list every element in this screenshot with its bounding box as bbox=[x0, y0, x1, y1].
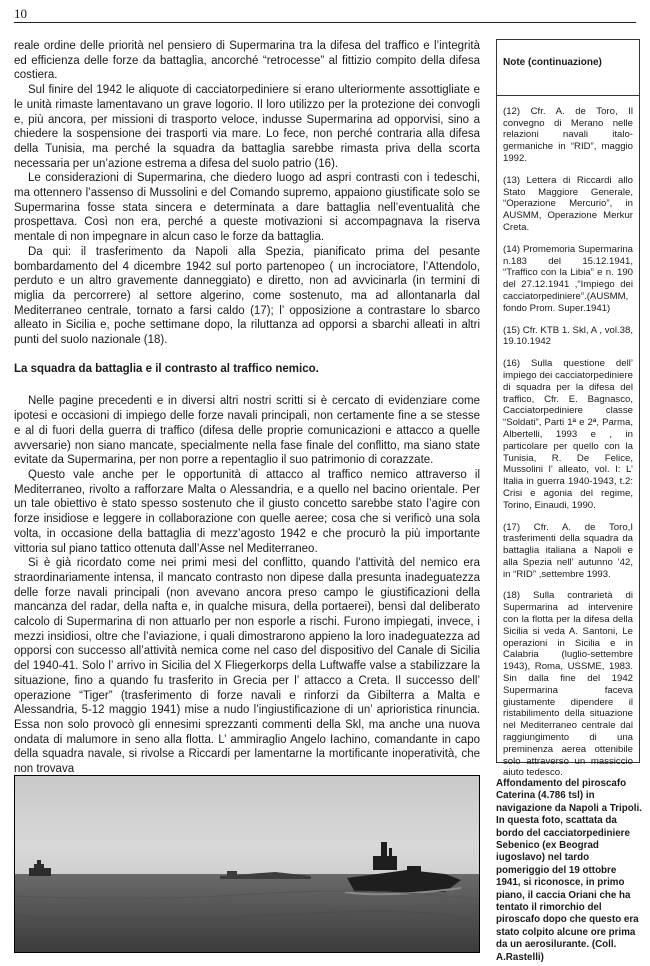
paragraph: Nelle pagine precedenti e in diversi altri nostri scritti si è cercato di evidenziare come ipotesi e occasioni di impiego delle forze navali principali, non certamente fine a se stesse e al di fuori della guerra di traffico (difesa delle proprie comunicazioni e attacco a quelle avversarie) non siano mancate, specialmente nella fase finale del conflitto, ma siano state evitate da Supermarina, per non porre a repentaglio il suo patrimonio di corazzate. bbox=[14, 395, 480, 467]
paragraph: Da qui: il trasferimento da Napoli alla Spezia, pianificato prima del pesante bombardamento del 4 dicembre 1942 sul porto partenopeo ( un incrociatore, l’Attendolo, perduto e un altro gravemente danneggiato) e diretto, non ad avvicinarla (in termini di miglia da percorrere) al settore algerino, come sostenuto, ma ad allontanarla dal Mediterraneo centrale, tornato a farsi caldo (17); l’ opposizione a contrastare lo sbarco alleato in Sicilia e, poche settimane dopo, la riluttanza ad opporsi a sbarchi alleati in altri punti del suolo nazionale (18). bbox=[14, 245, 480, 347]
ship-photograph bbox=[14, 775, 480, 953]
note-15: (15) Cfr. KTB 1. Skl, A , vol.38, 19.10.1942 bbox=[503, 324, 633, 348]
note-18: (18) Sulla contrarietà di Supermarina ad intervenire con la flotta per la difesa della Sicilia si veda A. Santoni, Le operazioni in Sicilia e in Calabria (luglio-settembre 1943), Roma, USSME, 1983. Sin dalla fine del 1942 Supermarina faceva giustamente dipendere il ristabilimento della situazione nel Mediterraneo centrale dal raggiungimento di una preminenza aerea ottenibile solo attraverso un massiccio aiuto tedesco. bbox=[503, 590, 633, 779]
paragraph: Le considerazioni di Supermarina, che diedero luogo ad aspri contrasti con i tedeschi, ma ottennero l’assenso di Mussolini e del Comando supremo, appaiono giustificate solo se Supermarina fosse stata sincera e determinata a dare battaglia nell’eventualità che prospettava. Così non era, perché a queste motivazioni si accompagnava la riserva mentale di non impegnare in alcun caso le forze da battaglia. bbox=[14, 172, 480, 244]
note-14: (14) Promemoria Supermarina n.183 del 15.12.1941, “Traffico con la Libia” e n. 190 del 27.12.1941 ,“Impiego dei cacciatorpediniere”.(AUSMM, fondo Prom. Super.1941) bbox=[503, 243, 633, 314]
section-heading: La squadra da battaglia e il contrasto al traffico nemico. bbox=[14, 362, 319, 375]
notes-divider bbox=[497, 95, 639, 96]
photo-image bbox=[15, 776, 480, 953]
notes-title: Note (continuazione) bbox=[503, 57, 602, 68]
notes-sidebar bbox=[496, 39, 640, 779]
header-rule bbox=[14, 22, 636, 23]
paragraph: reale ordine delle priorità nel pensiero di Supermarina tra la difesa del traffico e l’integrità ed efficienza delle forze da battaglia, ancorché “retrocesse” al fittizio compito della difesa costiera. bbox=[14, 40, 480, 82]
note-13: (13) Lettera di Riccardi allo Stato Maggiore Generale, “Operazione Mercurio”, in AUSMM, Operazione Merkur Creta. bbox=[503, 174, 633, 233]
main-text-column bbox=[14, 39, 480, 777]
photo-caption: Affondamento del piroscafo Caterina (4.786 tsl) in navigazione da Napoli a Tripoli. In questa foto, scattata da bordo del cacciatorpediniere Sebenico (ex Beograd iugoslavo) nel tardo pomeriggio del 19 ottobre 1941, si riconosce, in primo piano, il caccia Oriani che ha tentato il rimorchio del piroscafo dopo che questo era stato colpito alcune ore prima da un aerosilurante. (Coll. A.Rastelli) bbox=[496, 778, 642, 963]
note-17: (17) Cfr. A. de Toro,I trasferimenti della squadra da battaglia italiana a Napoli e alla Spezia nell’ autunno ’42, in “RID” ,settembre 1993. bbox=[503, 521, 633, 580]
paragraph: Si è già ricordato come nei primi mesi del conflitto, quando l’attività del nemico era straordinariamente intensa, il mancato contrasto non dipese dalla presunta inadeguatezza delle forze navali principali (non avevano ancora preso campo le giustificazioni della mancanza del radar, della nafta e, in qualche misura, della portaerei), bensì dal deliberato calcolo di Supermarina di non attuarlo per non esporle a rischi. Furono impiegati, invece, i mezzi insidiosi, oltre che l’aviazione, i quali dimostrarono appieno la loro inadeguatezza ad opporsi con successo all’attività nemica come nel caso del dispositivo del Canale di Sicilia del 1940-41. Solo l’ arrivo in Sicilia del X Fliegerkorps della Luftwaffe valse a stabilizzare la situazione, fino a quando fu trasferito in Grecia per l’ attacco a Creta. Il successo dell’ operazione “Tiger” (trasferimento di forze navali e rinforzi da Gibilterra a Malta e Alessandria, 5-12 maggio 1941) mise a nudo l’ingiustificazione di un’ aprioristica rinuncia. Essa non solo provocò gli ennesimi sprezzanti commenti della Skl, ma anche una nuova ondata di malumore in seno alla flotta. L’ ammiraglio Angelo Iachino, comandante in capo della squadra navale, si rivolse a Riccardi per lamentarne la mortificante inoperatività, che non trovava bbox=[14, 557, 480, 776]
page-number: 10 bbox=[14, 6, 27, 21]
note-12: (12) Cfr. A. de Toro, Il convegno di Merano nelle relazioni navali italo-germaniche in “RID”, maggio 1992. bbox=[503, 105, 633, 164]
paragraph: Questo vale anche per le opportunità di attacco al traffico nemico attraverso il Mediterraneo, rivolto a rafforzare Malta o Alessandria, e a quello nel bacino orientale. Per un tale obiettivo è stato spesso sostenuto che il giusto concetto sarebbe stato l’agire con forze insidiose e leggere in collaborazione con quelle aeree; cosa che si verificò una sola volta, in occasione della battaglia di mezz’agosto 1942 e che procurò la più importante vittoria sul piano tattico ottenuta dall’Asse nel Mediterraneo. bbox=[14, 468, 480, 555]
note-16: (16) Sulla questione dell’ impiego dei cacciatorpediniere di squadra per la difesa del traffico, Cfr. E. Bagnasco, Cacciatorpediniere classe “Soldati”, Parti 1ª e 2ª, Parma, Albertelli, 1993 e , in particolare per quello con la Tunisia, R. De Felice, Mussolini l’ alleato, vol. I: L’ Italia in guerra 1940-1943, t.2: Crisi e agonia del regime, Torino, Einaudi, 1990. bbox=[503, 358, 633, 511]
paragraph: Sul finire del 1942 le aliquote di cacciatorpediniere si erano ulteriormente assottigliate e le unità rimaste lamentavano un grave logorio. Il loro utilizzo per la protezione dei convogli e, più ancora, per missioni di trasporto veloce, indusse Supermarina ad opporvisi, sino a chiedere la sospensione dei trasporti via mare. Lo fece, non perché contraria alla difesa della Tunisia, ma perché la squadra da battaglia sarebbe rimasta priva della scorta necessaria per un’azione estrema a difesa del suolo patrio (16). bbox=[14, 84, 480, 170]
